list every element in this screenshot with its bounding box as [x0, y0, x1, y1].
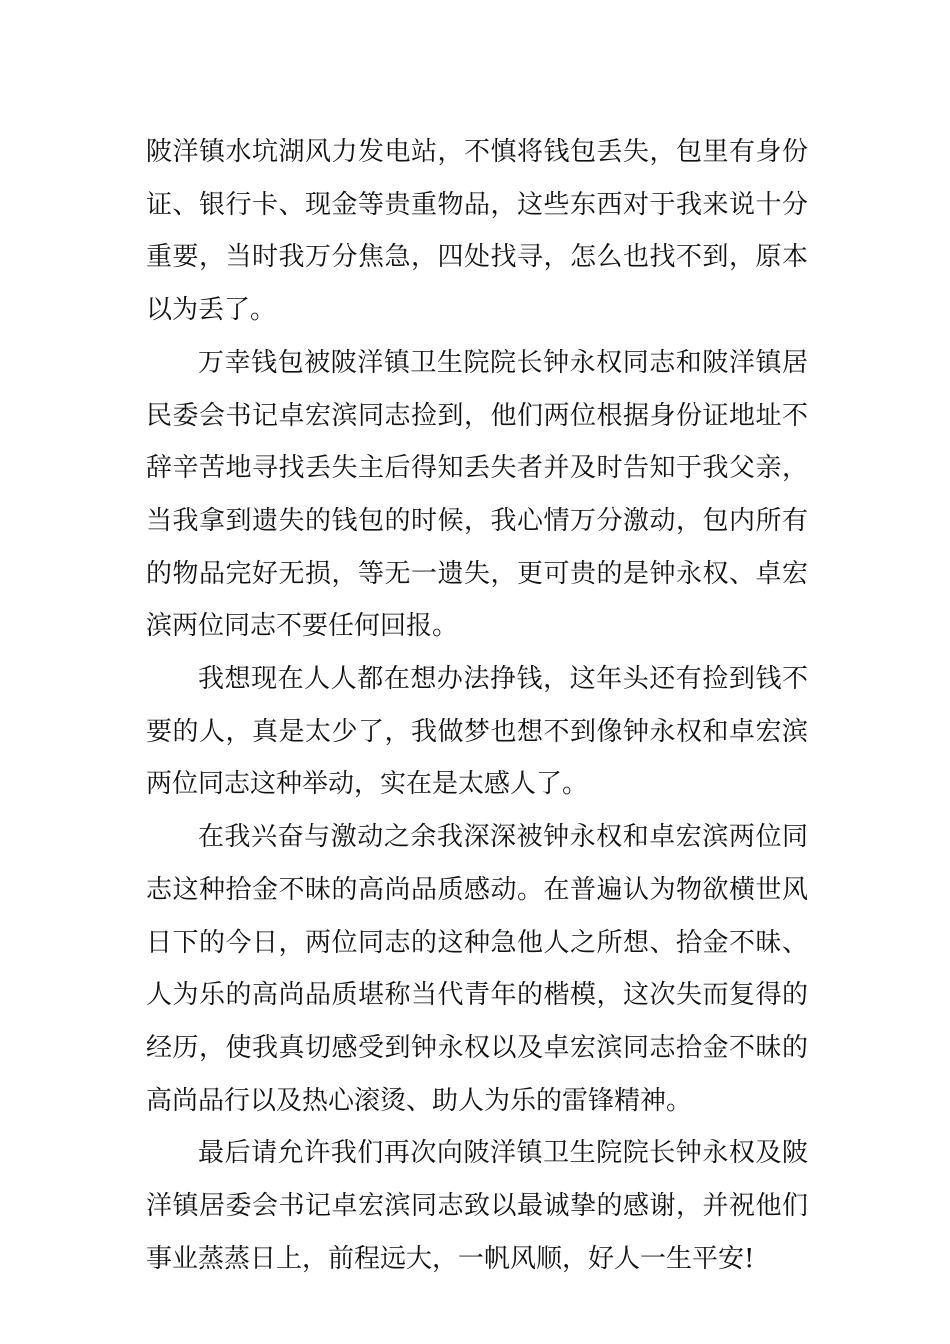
paragraph-4: 在我兴奋与激动之余我深深被钟永权和卓宏滨两位同志这种拾金不昧的高尚品质感动。在普遍认为物欲横世风日下的今日，两位同志的这种急他人之所想、拾金不昧、人为乐的高尚品质堪称当代青年的楷模，这次失而复得的经历，使我真切感受到钟永权以及卓宏滨同志拾金不昧的高尚品行以及热心滚烫、助人为乐的雷锋精神。	[146, 822, 808, 1116]
paragraph-3: 我想现在人人都在想办法挣钱，这年头还有捡到钱不要的人，真是太少了，我做梦也想不到像钟永权和卓宏滨两位同志这种举动，实在是太感人了。	[146, 664, 808, 800]
paragraph-2: 万幸钱包被陂洋镇卫生院院长钟永权同志和陂洋镇居民委会书记卓宏滨同志捡到，他们两位根据身份证地址不辞辛苦地寻找丢失主后得知丢失者并及时告知于我父亲，当我拿到遗失的钱包的时候，我心情万分激动，包内所有的物品完好无损，等无一遗失，更可贵的是钟永权、卓宏滨两位同志不要任何回报。	[146, 347, 808, 642]
paragraph-5: 最后请允许我们再次向陂洋镇卫生院院长钟永权及陂洋镇居委会书记卓宏滨同志致以最诚挚的感谢，并祝他们事业蒸蒸日上，前程远大，一帆风顺，好人一生平安!	[146, 1138, 808, 1274]
document-body	[146, 126, 808, 1285]
paragraph-1: 陂洋镇水坑湖风力发电站，不慎将钱包丢失，包里有身份证、银行卡、现金等贵重物品，这些东西对于我来说十分重要，当时我万分焦急，四处找寻，怎么也找不到，原本以为丢了。	[146, 137, 808, 326]
